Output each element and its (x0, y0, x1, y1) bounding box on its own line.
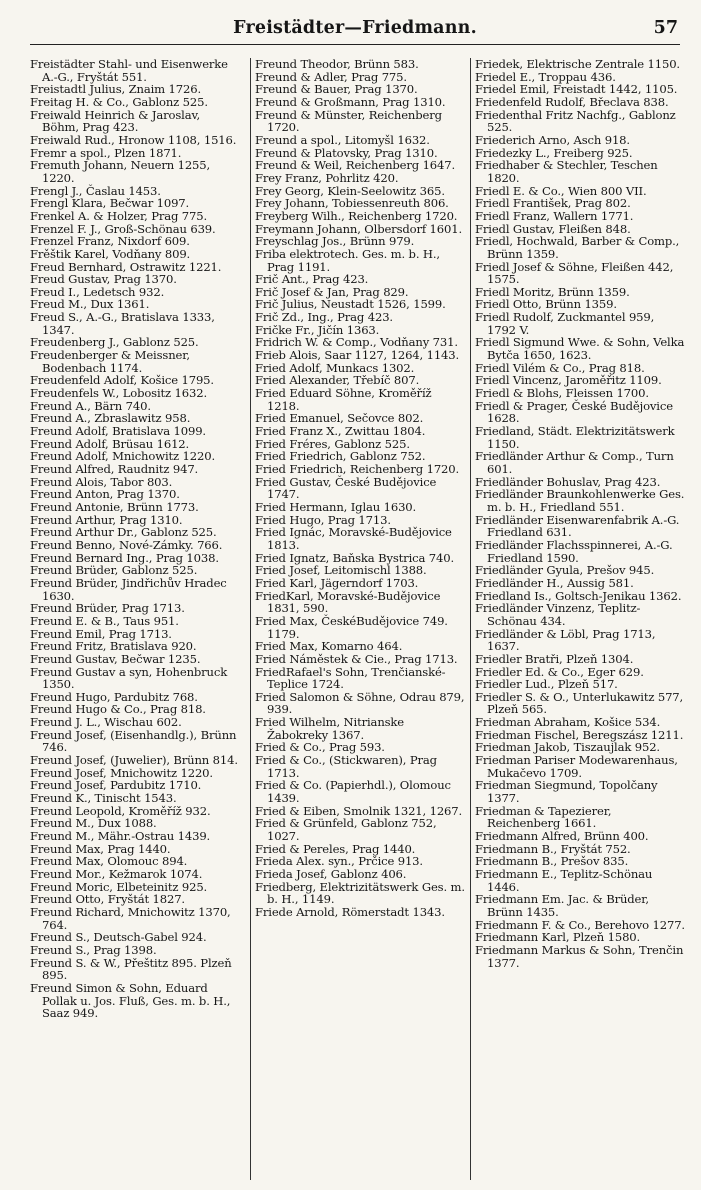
directory-entry: Freund A., Bärn 740. (30, 398, 151, 413)
directory-entry: Freund Brüder, Gablonz 525. (30, 563, 198, 578)
directory-entry: Fried Friedrich, Gablonz 752. (255, 449, 426, 464)
directory-entry: Fried Friedrich, Reichenberg 1720. (255, 462, 460, 476)
directory-entry: Fried Salomon & Söhne, Odrau 879, 939. (255, 689, 465, 717)
directory-entry: Freund Max, Prag 1440. (30, 841, 171, 856)
directory-entry: Freund Anton, Prag 1370. (30, 487, 180, 502)
directory-entry: Frenkel A. & Holzer, Prag 775. (30, 208, 208, 223)
directory-entry: Friedl, Hochwald, Barber & Comp., Brünn 1359. (475, 234, 680, 261)
directory-entry: Friedl František, Prag 802. (475, 196, 631, 211)
directory-entry: Friedl Vilém & Co., Prag 818. (475, 360, 645, 375)
directory-entry: Freund K., Tinischt 1543. (30, 791, 177, 806)
directory-entry: Frič Ant., Prag 423. (255, 272, 369, 287)
directory-entry: Friedler Bratři, Plzeň 1304. (475, 651, 634, 666)
directory-entry: Freund & Platovsky, Prag 1310. (255, 145, 438, 160)
directory-entry: Freiwald Rud., Hronow 1108, 1516. (30, 132, 237, 147)
directory-entry: Fried Alexander, Třebíč 807. (255, 373, 420, 388)
directory-entry: Friedländer Vinzenz, Teplitz-Schönau 434. (475, 601, 641, 628)
directory-entry: Friedl Otto, Brünn 1359. (475, 297, 617, 312)
directory-entry: Frieda Alex. syn., Prčice 913. (255, 854, 423, 869)
directory-entry: Friba elektrotech. Ges. m. b. H., Prag 1191. (255, 246, 440, 274)
directory-entry: Friedezky L., Freiberg 925. (475, 145, 633, 160)
directory-entry: Friedländer H., Aussig 581. (475, 575, 634, 590)
directory-entry: Freund & Großmann, Prag 1310. (255, 94, 446, 109)
directory-entry: Fried & Co., Prag 593. (255, 740, 385, 755)
directory-entry: Freund Adolf, Mnichowitz 1220. (30, 449, 215, 464)
directory-entry: Friedel E., Troppau 436. (475, 69, 616, 84)
directory-entry: Freund Fritz, Bratislava 920. (30, 639, 197, 654)
directory-entry: Freund Gustav a syn, Hohenbruck 1350. (30, 664, 228, 692)
directory-entry: Freud Bernhard, Ostrawitz 1221. (30, 259, 222, 274)
directory-entry: Freund Adolf, Bratislava 1099. (30, 424, 206, 439)
directory-entry: Friedland, Städt. Elektrizitätswerk 1150. (475, 424, 675, 451)
directory-entry: Friedmann F. & Co., Berehovo 1277. (475, 917, 685, 932)
directory-entry: Frieda Josef, Gablonz 406. (255, 867, 407, 881)
directory-entry: Freund S., Deutsch-Gabel 924. (30, 930, 207, 945)
directory-entry: Friedman Jakob, Tiszaujlak 952. (475, 740, 660, 755)
directory-entry: Freud Gustav, Prag 1370. (30, 272, 177, 287)
directory-entry: Freudenberger & Meissner, Bodenbach 1174. (30, 348, 190, 375)
directory-entry: Frey Johann, Tobiessenreuth 806. (255, 196, 449, 211)
directory-entry: Fried Karl, Jägerndorf 1703. (255, 575, 419, 590)
directory-entry: Freistädter Stahl- und Eisenwerke A.-G., Fryštát 551. (30, 58, 228, 84)
directory-entry: Freund & Weil, Reichenberg 1647. (255, 158, 456, 173)
directory-entry: Friedler Ed. & Co., Eger 629. (475, 664, 644, 679)
directory-entry: Fried Franz X., Zwittau 1804. (255, 424, 426, 439)
directory-entry: Freund Adolf, Brüsau 1612. (30, 436, 190, 451)
page-header (30, 14, 680, 45)
directory-entry: Frengl Klara, Bečwar 1097. (30, 196, 190, 211)
directory-entry: Friedmann E., Teplitz-Schönau 1446. (475, 867, 653, 894)
directory-entry: Fremr a spol., Plzen 1871. (30, 145, 182, 160)
directory-entry: Fried Náměstek & Cie., Prag 1713. (255, 651, 458, 666)
directory-entry: Freund Max, Olomouc 894. (30, 854, 188, 869)
directory-entry: Freund A., Zbraslawitz 958. (30, 411, 191, 426)
directory-entry: Friedmann B., Prešov 835. (475, 854, 629, 869)
directory-entry: Fried & Grünfeld, Gablonz 752, 1027. (255, 816, 437, 844)
directory-entry: Friedl Vincenz, Jaroměřitz 1109. (475, 373, 662, 388)
directory-entry: Friedmann B., Fryštát 752. (475, 841, 631, 856)
directory-entry: Fried Max, Komarno 464. (255, 639, 403, 654)
directory-entry: Fried Fréres, Gablonz 525. (255, 436, 410, 451)
directory-entry: Friedmann Karl, Plzeň 1580. (475, 930, 641, 945)
directory-entry: Fried & Co., (Stickwaren), Prag 1713. (255, 753, 437, 780)
directory-entry: Freund Brüder, Jindřichův Hradec 1630. (30, 575, 227, 603)
directory-entry: Freudenfels W., Lobositz 1632. (30, 386, 207, 401)
directory-entry: Freund E. & B., Taus 951. (30, 613, 179, 628)
directory-entry: Freund Josef, Mnichowitz 1220. (30, 765, 213, 780)
directory-entry: Friede Arnold, Römerstadt 1343. (255, 904, 445, 919)
directory-entry: Fried Hugo, Prag 1713. (255, 512, 391, 527)
directory-entry: Friedberg, Elektrizitätswerk Ges. m. b. H., 1149. (255, 879, 465, 907)
directory-entry: Friedmann Em. Jac. & Brüder, Brünn 1435. (475, 892, 649, 919)
column-3 (470, 58, 685, 1180)
directory-entry: Fried Emanuel, Sečovce 802. (255, 411, 424, 426)
directory-entry: Friedl E. & Co., Wien 800 VII. (475, 183, 647, 198)
directory-entry: FriedKarl, Moravské-Budějovice 1831, 590. (255, 588, 441, 616)
directory-entry: Freund Mor., Kežmarok 1074. (30, 867, 203, 881)
directory-entry: Freudenfeld Adolf, Košice 1795. (30, 373, 214, 388)
directory-entry: Friedländer Flachsspinnerei, A.-G. Friedland 1590. (475, 537, 673, 565)
page-number: 57 (653, 18, 678, 38)
directory-entry: Fried & Pereles, Prag 1440. (255, 841, 416, 856)
column-1 (30, 58, 240, 1180)
directory-entry: Friedländer Eisenwarenfabrik A.-G. Friedland 631. (475, 512, 680, 540)
directory-entry: Freund S., Prag 1398. (30, 942, 157, 957)
directory-entry: Freud I., Ledetsch 932. (30, 284, 165, 299)
directory-entry: Freitag H. & Co., Gablonz 525. (30, 94, 208, 109)
directory-entry: Freund Moric, Elbeteinitz 925. (30, 879, 208, 894)
directory-entry: Frey Franz, Pohrlitz 420. (255, 170, 399, 185)
directory-entry: Friedler S. & O., Unterlukawitz 577, Plzeň 565. (475, 689, 684, 717)
directory-entry: Frengl J., Časlau 1453. (30, 183, 161, 198)
directory-entry: Freund Richard, Mnichowitz 1370, 764. (30, 904, 231, 932)
directory-entry: Freud S., A.-G., Bratislava 1333, 1347. (30, 310, 215, 337)
directory-entry: Fremuth Johann, Neuern 1255, 1220. (30, 158, 211, 185)
directory-entry: Freund Hugo, Pardubitz 768. (30, 689, 198, 704)
directory-entry: Freyberg Wilh., Reichenberg 1720. (255, 208, 458, 223)
directory-entry: Fried Ignác, Moravské-Budějovice 1813. (255, 525, 452, 552)
directory-entry: Friedland Is., Goltsch-Jenikau 1362. (475, 588, 682, 603)
directory-entry: Friedman Pariser Modewarenhaus, Mukačevo 1709. (475, 753, 678, 780)
directory-entry: Freund J. L., Wischau 602. (30, 715, 182, 730)
directory-entry: Freund Josef, (Juwelier), Brünn 814. (30, 753, 238, 768)
directory-entry: Fried Hermann, Iglau 1630. (255, 499, 417, 514)
directory-entry: Friederich Arno, Asch 918. (475, 132, 630, 147)
directory-entry: Friedenthal Fritz Nachfg., Gablonz 525. (475, 107, 676, 135)
directory-entry: Friedl Sigmund Wwe. & Sohn, Velka Bytča 1650, 1623. (475, 335, 685, 363)
directory-entry: Freyschlag Jos., Brünn 979. (255, 234, 415, 249)
directory-entry: Friedhaber & Stechler, Teschen 1820. (475, 158, 658, 185)
directory-entry: Freund a spol., Litomyšl 1632. (255, 132, 430, 147)
directory-entry: FriedRafael's Sohn, Trenčianské-Teplice 1724. (255, 664, 446, 692)
directory-entry: Friedl Gustav, Fleißen 848. (475, 221, 631, 236)
directory-entry: Friedländer Gyula, Prešov 945. (475, 563, 655, 578)
directory-entry: Freund Josef, (Eisenhandlg.), Brünn 746. (30, 727, 237, 755)
directory-entry: Freund Gustav, Bečwar 1235. (30, 651, 201, 666)
directory-entry: Friedman & Tapezierer, Reichenberg 1661. (475, 803, 612, 831)
directory-entry: Friedman Abraham, Košice 534. (475, 715, 661, 730)
directory-entry: Friedler Lud., Plzeň 517. (475, 677, 618, 692)
directory-entry: Friedman Fischel, Beregszász 1211. (475, 727, 684, 742)
directory-entry: Frey Georg, Klein-Seelowitz 365. (255, 183, 445, 198)
directory-entry: Friedenfeld Rudolf, Břeclava 838. (475, 94, 669, 109)
directory-entry: Frenzel Franz, Nixdorf 609. (30, 234, 190, 249)
directory-entry: Friedländer Arthur & Comp., Turn 601. (475, 449, 674, 476)
directory-entry: Fried Ignatz, Baňska Bystrica 740. (255, 550, 454, 565)
directory-entry: Friedländer Bohuslav, Prag 423. (475, 474, 661, 489)
directory-entry: Freund & Bauer, Prag 1370. (255, 82, 418, 97)
directory-entry: Friedel Emil, Freistadt 1442, 1105. (475, 82, 678, 97)
directory-entry: Freund Arthur Dr., Gablonz 525. (30, 525, 217, 540)
directory-entry: Friedl Franz, Wallern 1771. (475, 208, 634, 223)
directory-entry: Fried Josef, Leitomischl 1388. (255, 563, 427, 578)
directory-entry: Freund Alfred, Raudnitz 947. (30, 462, 199, 476)
directory-entry: Fried & Eiben, Smolnik 1321, 1267. (255, 803, 463, 818)
directory-entry: Fried & Co. (Papierhdl.), Olomouc 1439. (255, 778, 451, 806)
directory-entry: Freund Bernard Ing., Prag 1038. (30, 550, 219, 565)
directory-entry: Freund Simon & Sohn, Eduard Pollak u. Jos. Fluß, Ges. m. b. H., Saaz 949. (30, 980, 231, 1021)
directory-entry: Freund & Münster, Reichenberg 1720. (255, 107, 442, 135)
directory-entry: Friedek, Elektrische Zentrale 1150. (475, 58, 680, 71)
directory-entry: Frič Josef & Jan, Prag 829. (255, 284, 409, 299)
directory-entry: Freiwald Heinrich & Jaroslav, Böhm, Prag 423. (30, 107, 201, 135)
directory-entry: Freund Otto, Fryštát 1827. (30, 892, 185, 907)
directory-entry: Friedländer & Löbl, Prag 1713, 1637. (475, 626, 656, 654)
directory-entry: Frieb Alois, Saar 1127, 1264, 1143. (255, 348, 460, 363)
directory-entry: Friedl Moritz, Brünn 1359. (475, 284, 630, 299)
directory-entry: Freund Benno, Nové-Zámky. 766. (30, 537, 223, 552)
directory-entry: Freund M., Mähr.-Ostrau 1439. (30, 829, 211, 844)
directory-entry: Freund Theodor, Brünn 583. (255, 58, 419, 71)
directory-entry: Freud M., Dux 1361. (30, 297, 150, 312)
directory-entry: Freund Leopold, Kroměříž 932. (30, 803, 211, 818)
directory-entry: Freund Brüder, Prag 1713. (30, 601, 185, 616)
directory-entry: Friedländer Braunkohlenwerke Ges. m. b. H., Friedland 551. (475, 487, 685, 514)
directory-entry: Fried Eduard Söhne, Kroměříž 1218. (255, 386, 432, 413)
directory-entry: Freund S. & W., Přeštitz 895. Plzeň 895. (30, 955, 232, 983)
directory-entry: Fried Wilhelm, Nitrianske Žabokreky 1367. (255, 715, 405, 742)
directory-entry: Fried Gustav, České Budějovice 1747. (255, 474, 437, 502)
directory-entry: Fried Max, ČeskéBudějovice 749. 1179. (255, 613, 448, 641)
directory-entry: Freudenberg J., Gablonz 525. (30, 335, 199, 350)
directory-entry: Frič Zd., Ing., Prag 423. (255, 310, 393, 325)
directory-entry: Freund Hugo & Co., Prag 818. (30, 702, 206, 717)
directory-entry: Freund Arthur, Prag 1310. (30, 512, 183, 527)
directory-entry: Friedl & Blohs, Fleissen 1700. (475, 386, 649, 401)
directory-entry: Freund Emil, Prag 1713. (30, 626, 172, 641)
directory-entry: Friedman Siegmund, Topolčany 1377. (475, 778, 658, 806)
directory-entry: Friedl Josef & Söhne, Fleißen 442, 1575. (475, 259, 674, 287)
directory-entry: Freund Antonie, Brünn 1773. (30, 499, 199, 514)
directory-entry: Freund M., Dux 1088. (30, 816, 157, 831)
directory-columns (30, 58, 685, 1180)
directory-entry: Freund Josef, Pardubitz 1710. (30, 778, 202, 793)
page-title: Freistädter—Friedmann. (233, 18, 477, 38)
directory-entry: Freund Alois, Tabor 803. (30, 474, 173, 489)
directory-entry: Freymann Johann, Olbersdorf 1601. (255, 221, 462, 236)
directory-entry: Freund & Adler, Prag 775. (255, 69, 407, 84)
column-2 (250, 58, 465, 1180)
directory-entry: Frenzel F. J., Groß-Schönau 639. (30, 221, 216, 236)
directory-entry: Freistadtl Julius, Znaim 1726. (30, 82, 201, 97)
directory-entry: Friedl Rudolf, Zuckmantel 959, 1792 V. (475, 310, 655, 337)
directory-entry: Frič Julius, Neustadt 1526, 1599. (255, 297, 446, 312)
directory-entry: Fried Adolf, Munkacs 1302. (255, 360, 415, 375)
directory-entry: Frěštik Karel, Vodňany 809. (30, 246, 191, 261)
directory-entry: Fridrich W. & Comp., Vodňany 731. (255, 335, 458, 350)
directory-entry: Friedmann Alfred, Brünn 400. (475, 829, 649, 844)
directory-entry: Friedmann Markus & Sohn, Trenčin 1377. (475, 942, 684, 970)
directory-entry: Friedl & Prager, České Budějovice 1628. (475, 398, 673, 426)
directory-entry: Fričke Fr., Jičín 1363. (255, 322, 380, 337)
